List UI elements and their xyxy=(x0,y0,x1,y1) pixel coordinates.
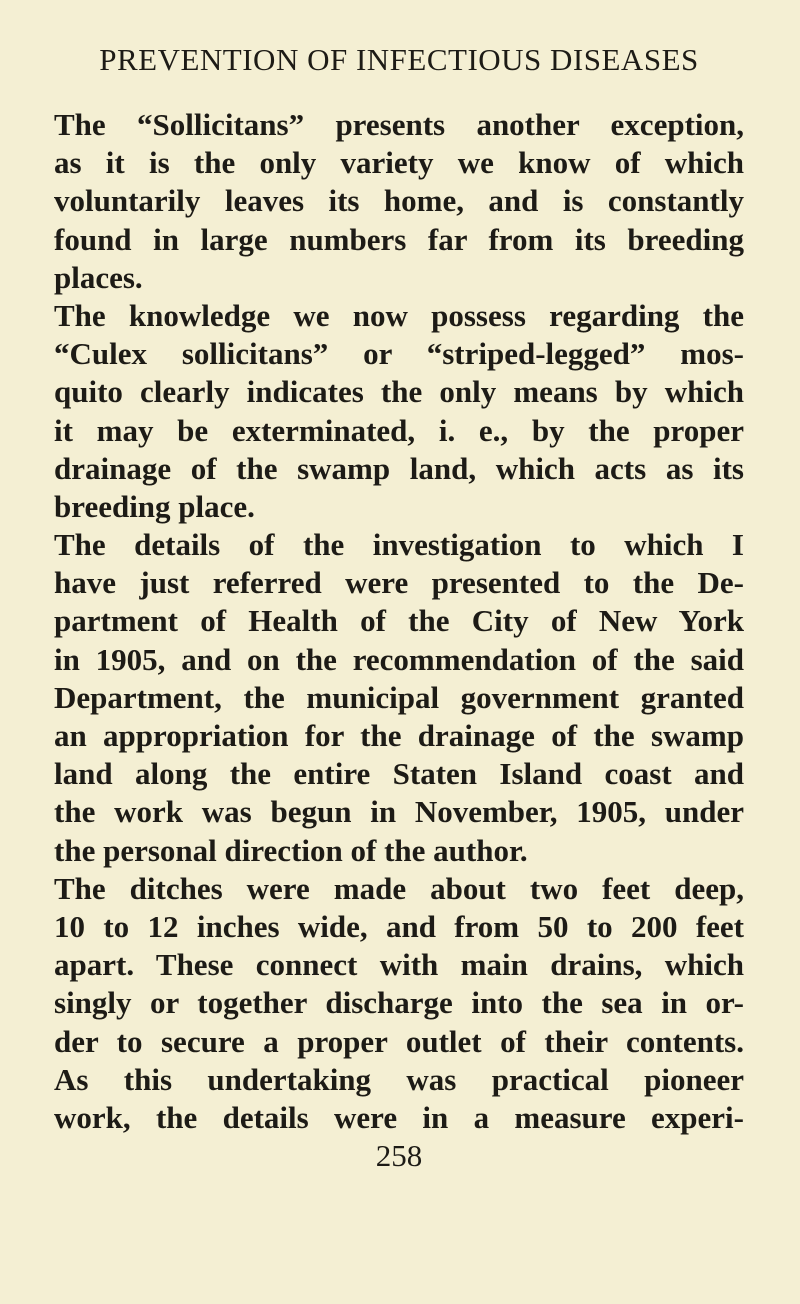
text-line: work, the details were in a measure experi- xyxy=(54,1099,744,1135)
text-line: quito clearly indicates the only means by which xyxy=(54,374,744,410)
text-line: The knowledge we now possess regarding the xyxy=(54,297,744,333)
paragraph xyxy=(54,297,744,526)
text-line: in 1905, and on the recommendation of the said xyxy=(54,641,744,677)
text-line: as it is the only variety we know of which xyxy=(54,145,744,181)
text-line: have just referred were presented to the De- xyxy=(54,565,744,601)
page-number: 258 xyxy=(375,1138,423,1174)
text-line: drainage of the swamp land, which acts as its xyxy=(54,450,744,486)
text-line: singly or together discharge into the sea in or- xyxy=(54,985,744,1021)
text-line: the work was begun in November, 1905, under xyxy=(54,794,744,830)
text-line: places. xyxy=(54,259,143,295)
paragraph xyxy=(54,526,744,870)
text-line: land along the entire Staten Island coast and xyxy=(54,756,744,792)
text-line: voluntarily leaves its home, and is constantly xyxy=(54,183,744,219)
text-line: breeding place. xyxy=(54,488,255,524)
text-line: apart. These connect with main drains, which xyxy=(54,947,744,983)
text-line: The details of the investigation to which I xyxy=(54,527,744,563)
text-line: Department, the municipal government granted xyxy=(54,679,744,715)
paragraph xyxy=(54,106,744,297)
book-page xyxy=(54,40,744,1175)
text-line: The “Sollicitans” presents another exception, xyxy=(54,107,744,142)
text-line: der to secure a proper outlet of their contents. xyxy=(54,1023,744,1059)
running-head: PREVENTION OF INFECTIOUS DISEASES xyxy=(99,42,699,77)
paragraph xyxy=(54,870,744,1137)
text-line: the personal direction of the author. xyxy=(54,832,528,868)
text-line: “Culex sollicitans” or “striped-legged” mos- xyxy=(54,336,744,372)
text-line: an appropriation for the drainage of the swamp xyxy=(54,718,744,753)
text-line: partment of Health of the City of New York xyxy=(54,603,744,639)
text-line: As this undertaking was practical pioneer xyxy=(54,1061,744,1097)
text-line: found in large numbers far from its breeding xyxy=(54,221,744,257)
text-line: it may be exterminated, i. e., by the proper xyxy=(54,412,744,448)
text-line: 10 to 12 inches wide, and from 50 to 200 feet xyxy=(54,908,744,944)
text-line: The ditches were made about two feet deep, xyxy=(54,870,744,906)
body-text xyxy=(54,106,744,1137)
